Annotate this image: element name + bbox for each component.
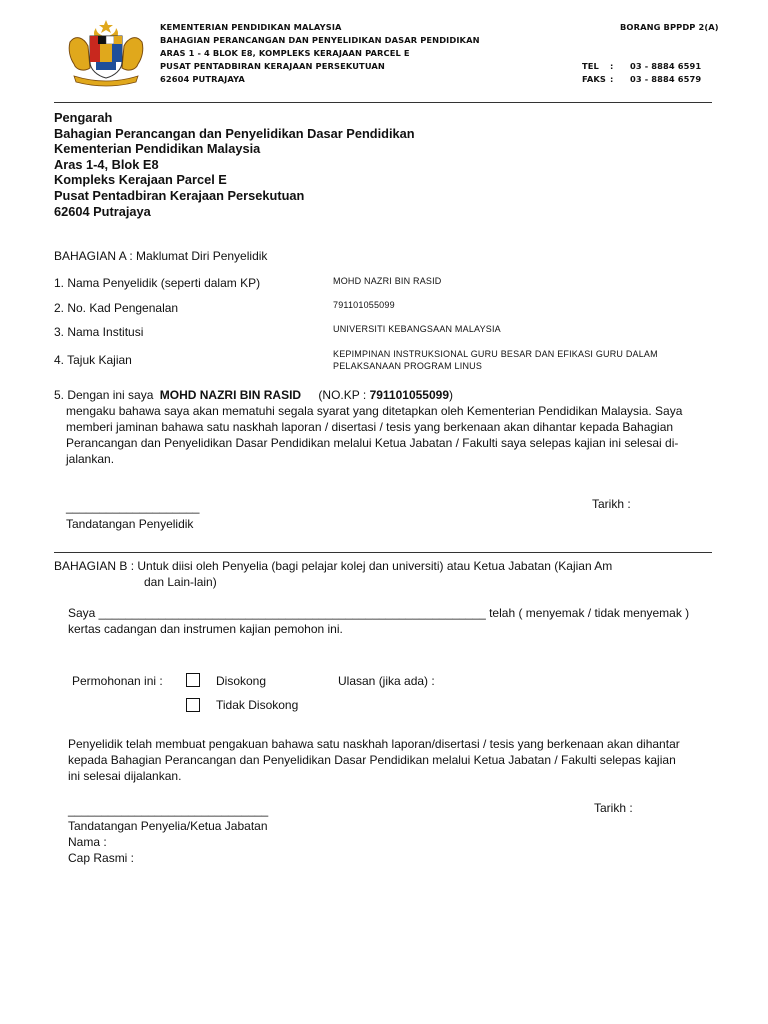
not-supported-checkbox[interactable] <box>186 698 200 712</box>
title-line: PELAKSANAAN PROGRAM LINUS <box>333 361 483 371</box>
recipient-line: Kementerian Pendidikan Malaysia <box>54 141 261 157</box>
letterhead-line: 62604 PUTRAJAYA <box>160 74 245 84</box>
researcher-signature-line: ____________________ <box>66 500 200 514</box>
field-label-institution: 3. Nama Institusi <box>54 325 144 339</box>
declaration-line: jalankan. <box>66 452 115 466</box>
section-divider <box>54 552 712 553</box>
supervisor-name-label: Nama : <box>68 835 107 849</box>
declarant-name: MOHD NAZRI BIN RASID <box>159 388 302 402</box>
recipient-address <box>54 110 415 219</box>
researcher-date-label: Tarikh : <box>592 497 631 511</box>
declaration-line: Perancangan dan Penyelidikan Dasar Pendidikan melalui Ketua Jabatan / Fakulti saya selepas kajian ini selesai di- <box>66 436 679 450</box>
field-label-ic: 2. No. Kad Pengenalan <box>54 301 179 315</box>
section-b-paragraph <box>68 736 680 784</box>
letterhead-line: PUSAT PENTADBIRAN KERAJAAN PERSEKUTUAN <box>160 61 385 71</box>
supervisor-block <box>68 818 268 866</box>
section-b-heading <box>54 558 612 590</box>
section-a-heading: BAHAGIAN A : Maklumat Diri Penyelidik <box>54 249 268 263</box>
colon: : <box>610 74 614 84</box>
permohonan-label: Permohonan ini : <box>72 674 163 688</box>
saya-line: Saya __________________________________________________________ telah ( menyemak / tidak menyemak ) <box>68 606 690 620</box>
declaration-line: mengaku bahawa saya akan mematuhi segala syarat yang ditetapkan oleh Kementerian Pendidikan Malaysia. Saya <box>66 404 683 418</box>
declaration-line: memberi jaminan bahawa satu naskhah laporan / disertasi / tesis yang berkenaan akan dihantar kepada Bahagian <box>66 420 674 434</box>
supervisor-signature-line: ______________________________ <box>68 803 269 817</box>
field-value-title <box>333 348 658 372</box>
tel-label: TEL <box>582 61 599 71</box>
saya-statement <box>68 605 689 637</box>
field-value-name: MOHD NAZRI BIN RASID <box>333 276 442 286</box>
contact-block <box>582 60 702 86</box>
paragraph-line: ini selesai dijalankan. <box>68 769 182 783</box>
title-line: KEPIMPINAN INSTRUKSIONAL GURU BESAR DAN EFIKASI GURU DALAM <box>333 349 658 359</box>
colon: : <box>610 61 614 71</box>
supported-checkbox[interactable] <box>186 673 200 687</box>
letterhead-line: KEMENTERIAN PENDIDIKAN MALAYSIA <box>160 22 342 32</box>
declaration-prefix: 5. Dengan ini saya <box>54 388 154 402</box>
field-label-title: 4. Tajuk Kajian <box>54 353 132 367</box>
not-supported-label: Tidak Disokong <box>216 698 299 712</box>
section-b-heading-line: dan Lain-lain) <box>144 575 217 589</box>
declaration-body <box>66 403 716 467</box>
declarant-kp: 791101055099 <box>369 388 449 402</box>
paragraph-line: kepada Bahagian Perancangan dan Penyelidikan Dasar Pendidikan melalui Ketua Jabatan / Fakulti selepas kajian <box>68 753 676 767</box>
letterhead-line: ARAS 1 - 4 BLOK E8, KOMPLEKS KERAJAAN PARCEL E <box>160 48 410 58</box>
supervisor-signature-label: Tandatangan Penyelia/Ketua Jabatan <box>68 819 268 833</box>
header-divider <box>54 102 712 103</box>
declaration-head <box>54 388 453 402</box>
form-code: BORANG BPPDP 2(A) <box>620 22 719 32</box>
supervisor-date-label: Tarikh : <box>594 801 633 815</box>
recipient-line: Pengarah <box>54 110 113 125</box>
official-stamp-label: Cap Rasmi : <box>68 851 135 865</box>
recipient-line: Bahagian Perancangan dan Penyelidikan Dasar Pendidikan <box>54 125 415 141</box>
ulasan-label: Ulasan (jika ada) : <box>338 674 435 688</box>
recipient-line: Aras 1-4, Blok E8 <box>54 156 159 172</box>
researcher-signature-label: Tandatangan Penyelidik <box>66 517 194 531</box>
faks-value: 03 - 8884 6579 <box>630 74 702 84</box>
paragraph-line: Penyelidik telah membuat pengakuan bahawa satu naskhah laporan/disertasi / tesis yang berkenaan akan dihantar <box>68 737 680 751</box>
field-value-ic: 791101055099 <box>333 300 395 310</box>
letterhead-address <box>160 21 480 86</box>
kp-close: ) <box>449 388 453 402</box>
field-value-institution: UNIVERSITI KEBANGSAAN MALAYSIA <box>333 324 501 334</box>
faks-label: FAKS <box>582 74 606 84</box>
recipient-line: Kompleks Kerajaan Parcel E <box>54 172 227 188</box>
supported-label: Disokong <box>216 674 267 688</box>
tel-value: 03 - 8884 6591 <box>630 61 702 71</box>
section-b-heading-line: BAHAGIAN B : Untuk diisi oleh Penyelia (bagi pelajar kolej dan universiti) atau Ketua Jabatan (Kajian Am <box>54 559 613 573</box>
crest-icon <box>66 20 146 88</box>
recipient-line: Pusat Pentadbiran Kerajaan Persekutuan <box>54 187 305 203</box>
field-label-name: 1. Nama Penyelidik (seperti dalam KP) <box>54 276 261 290</box>
saya-line: kertas cadangan dan instrumen kajian pemohon ini. <box>68 622 343 636</box>
coat-of-arms-logo <box>66 20 146 88</box>
letterhead-line: BAHAGIAN PERANCANGAN DAN PENYELIDIKAN DASAR PENDIDIKAN <box>160 35 480 45</box>
recipient-line: 62604 Putrajaya <box>54 203 151 219</box>
kp-open: (NO.KP : <box>318 388 367 402</box>
